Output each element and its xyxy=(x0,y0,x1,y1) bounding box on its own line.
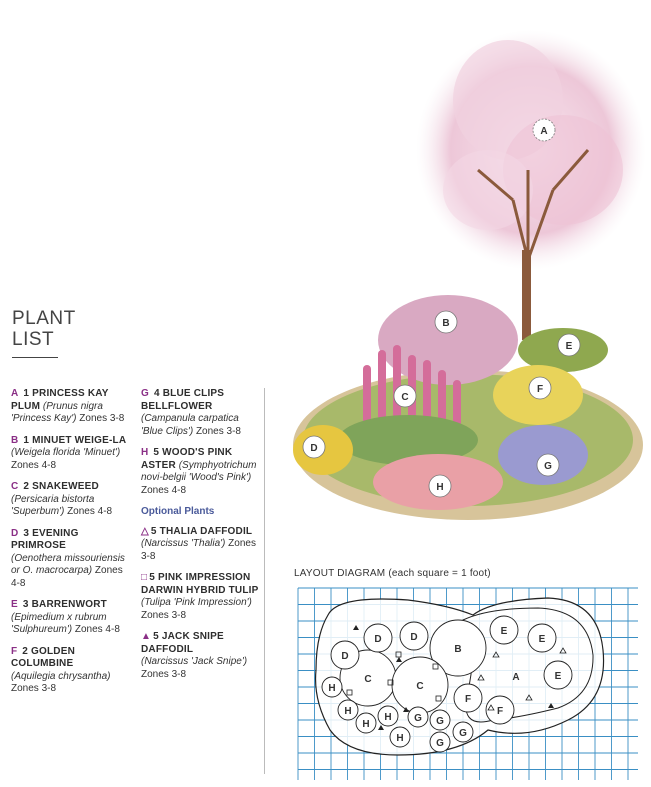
plant-entry-b xyxy=(11,435,133,473)
diagram-letter-g: G xyxy=(414,713,422,724)
optional-name: 5 THALIA DAFFODIL xyxy=(150,525,253,537)
plant-zones: Zones 4-8 xyxy=(11,459,57,471)
diagram-letter-e: E xyxy=(538,634,546,645)
diagram-letter-h: H xyxy=(396,733,404,744)
outline-square-icon: □ xyxy=(141,572,148,583)
plant-letter: D xyxy=(11,527,19,539)
diagram-letter-c: C xyxy=(416,681,424,692)
diagram-letter-a: A xyxy=(512,672,520,683)
plant-letter: H xyxy=(141,447,149,458)
plant-zones: Zones 4-8 xyxy=(67,506,113,517)
plant-list-title xyxy=(12,308,76,350)
optional-latin: (Tulipa 'Pink Impression') xyxy=(141,597,252,608)
plant-name: 5 WOOD'S PINK ASTER xyxy=(141,447,233,471)
plant-latin: (Prunus nigra 'Princess Kay') xyxy=(11,400,103,424)
optional-latin: (Narcissus 'Thalia') xyxy=(141,538,226,549)
plant-letter: G xyxy=(141,388,149,399)
illus-label-d: D xyxy=(310,443,318,454)
plant-list-column-2 xyxy=(141,388,259,690)
plant-entry-a xyxy=(11,388,133,426)
plant-latin: (Aquilegia chrysantha) xyxy=(11,670,111,682)
diagram-letter-d: D xyxy=(410,632,418,643)
optional-entry-thalia xyxy=(141,526,259,564)
optional-latin: (Narcissus 'Jack Snipe') xyxy=(141,656,248,667)
outline-triangle-icon: △ xyxy=(141,525,149,537)
diagram-letter-g: G xyxy=(436,738,444,749)
plant-name: 3 EVENING PRIMROSE xyxy=(11,527,79,551)
garden-illustration xyxy=(288,0,651,520)
diagram-letter-h: H xyxy=(328,683,336,694)
illus-label-f: F xyxy=(536,384,544,395)
illus-label-a: A xyxy=(540,126,548,137)
plant-zones: Zones 4-8 xyxy=(11,565,123,589)
diagram-letter-h: H xyxy=(362,719,370,730)
optional-entry-jack-snipe xyxy=(141,631,259,681)
diagram-letter-f: F xyxy=(464,694,472,705)
plant-entry-c xyxy=(11,481,133,519)
plant-name: 4 BLUE CLIPS BELLFLOWER xyxy=(141,388,225,412)
plant-list-column-1 xyxy=(11,388,133,705)
plant-latin: (Persicaria bistorta 'Superbum') xyxy=(11,493,95,517)
plant-name: 2 GOLDEN COLUMBINE xyxy=(11,645,76,669)
diagram-letter-d: D xyxy=(341,651,349,662)
plant-letter: C xyxy=(11,481,19,492)
diagram-letter-f: F xyxy=(496,706,504,717)
filled-triangle-icon: ▲ xyxy=(141,631,152,642)
layout-diagram-label: LAYOUT DIAGRAM (each square = 1 foot) xyxy=(294,568,491,579)
plant-letter: A xyxy=(11,388,19,399)
plant-zones: Zones 3-8 xyxy=(79,413,125,424)
title-rule xyxy=(12,357,58,358)
plant-name: 2 SNAKEWEED xyxy=(23,481,99,492)
plant-name: 3 BARRENWORT xyxy=(22,599,107,610)
plant-entry-g xyxy=(141,388,259,438)
optional-name: 5 JACK SNIPE DAFFODIL xyxy=(141,631,224,655)
plant-latin: (Symphyotrichum novi-belgii 'Wood's Pink') xyxy=(141,459,257,483)
illus-label-c: C xyxy=(401,392,409,403)
plant-letter: E xyxy=(11,599,18,610)
plant-latin: (Campanula carpatica 'Blue Clips') xyxy=(141,413,239,437)
optional-name: 5 PINK IMPRESSION DARWIN HYBRID TULIP xyxy=(141,572,259,596)
diagram-letter-h: H xyxy=(384,712,392,723)
diagram-letter-g: G xyxy=(459,728,467,739)
plant-entry-h xyxy=(141,447,259,497)
illus-label-e: E xyxy=(565,341,573,352)
diagram-letter-c: C xyxy=(364,674,372,685)
plant-latin: (Oenothera missouriensis or O. macrocarpa) xyxy=(11,552,125,576)
column-divider xyxy=(264,388,265,774)
plant-letter: F xyxy=(11,645,18,657)
diagram-letter-h: H xyxy=(344,706,352,717)
optional-zones: Zones 3-8 xyxy=(141,668,187,680)
plant-entry-e xyxy=(11,599,133,637)
plant-entry-f xyxy=(11,646,133,696)
plant-zones: Zones 4-8 xyxy=(141,484,187,496)
title-line-2: LIST xyxy=(12,329,55,350)
diagram-letter-g: G xyxy=(436,716,444,727)
optional-entry-tulip xyxy=(141,572,259,622)
plant-latin: (Weigela florida 'Minuet') xyxy=(11,447,121,458)
diagram-letter-d: D xyxy=(374,634,382,645)
plant-zones: Zones 4-8 xyxy=(74,624,120,635)
diagram-letter-e: E xyxy=(554,671,562,682)
plant-entry-d xyxy=(11,528,133,591)
plant-name: 1 PRINCESS KAY PLUM xyxy=(11,388,109,412)
plant-letter: B xyxy=(11,434,19,446)
title-line-1: PLANT xyxy=(12,308,76,329)
plant-latin: (Epimedium x rubrum 'Sulphureum') xyxy=(11,611,107,635)
plant-name: 1 MINUET WEIGE-LA xyxy=(23,434,127,446)
layout-diagram xyxy=(288,580,643,780)
plant-zones: Zones 3-8 xyxy=(11,683,57,694)
optional-zones: Zones 3-8 xyxy=(141,538,256,562)
optional-zones: Zones 3-8 xyxy=(141,609,187,621)
illus-label-g: G xyxy=(544,461,552,472)
illus-label-h: H xyxy=(436,482,444,493)
plant-zones: Zones 3-8 xyxy=(195,425,241,437)
diagram-letter-b: B xyxy=(454,644,462,655)
tree-trunk xyxy=(522,250,531,340)
diagram-letter-e: E xyxy=(500,626,508,637)
illus-label-b: B xyxy=(442,318,450,329)
optional-plants-title: Optional Plants xyxy=(141,506,215,517)
